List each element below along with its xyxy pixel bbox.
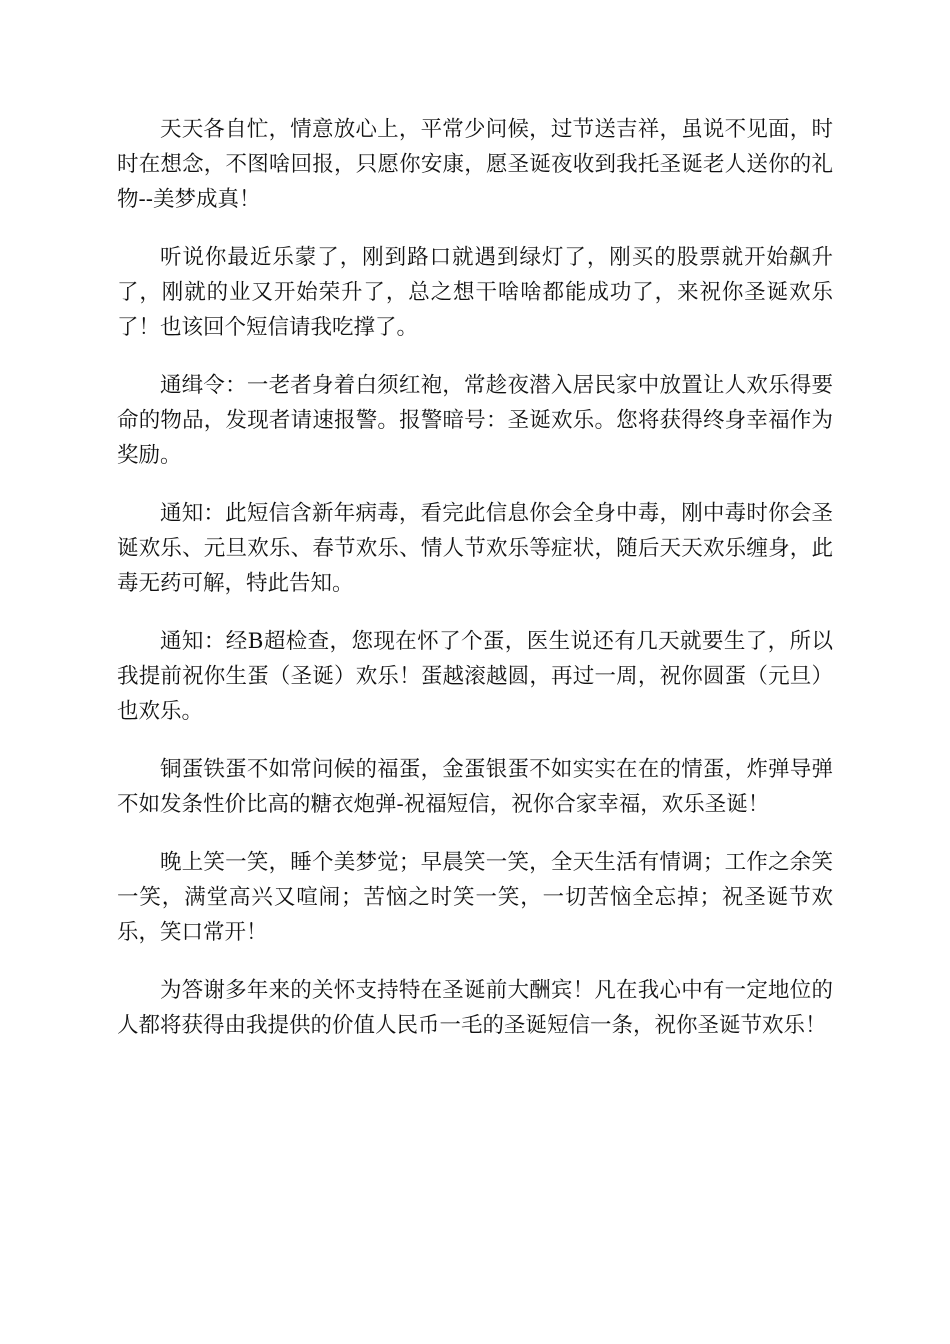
paragraph-8: 为答谢多年来的关怀支持特在圣诞前大酬宾！凡在我心中有一定地位的人都将获得由我提供的价值人民币一毛的圣诞短信一条，祝你圣诞节欢乐！ xyxy=(117,978,833,1038)
paragraph-5: 通知：经B超检查，您现在怀了个蛋，医生说还有几天就要生了，所以我提前祝你生蛋（圣诞）欢乐！蛋越滚越圆，再过一周，祝你圆蛋（元旦）也欢乐。 xyxy=(117,629,833,724)
paragraph-4: 通知：此短信含新年病毒，看完此信息你会全身中毒，刚中毒时你会圣诞欢乐、元旦欢乐、春节欢乐、情人节欢乐等症状，随后天天欢乐缠身，此毒无药可解，特此告知。 xyxy=(117,501,833,596)
document-body xyxy=(117,112,833,1066)
paragraph-7: 晚上笑一笑，睡个美梦觉；早晨笑一笑，全天生活有情调；工作之余笑一笑，满堂高兴又喧闹；苦恼之时笑一笑，一切苦恼全忘掉；祝圣诞节欢乐，笑口常开！ xyxy=(117,850,833,945)
paragraph-2: 听说你最近乐蒙了，刚到路口就遇到绿灯了，刚买的股票就开始飙升了，刚就的业又开始荣升了，总之想干啥啥都能成功了，来祝你圣诞欢乐了！也该回个短信请我吃撑了。 xyxy=(117,245,833,340)
paragraph-3: 通缉令：一老者身着白须红袍，常趁夜潜入居民家中放置让人欢乐得要命的物品，发现者请速报警。报警暗号：圣诞欢乐。您将获得终身幸福作为奖励。 xyxy=(117,373,833,468)
paragraph-1: 天天各自忙，情意放心上，平常少问候，过节送吉祥，虽说不见面，时时在想念，不图啥回报，只愿你安康，愿圣诞夜收到我托圣诞老人送你的礼物--美梦成真！ xyxy=(117,117,833,212)
paragraph-6: 铜蛋铁蛋不如常问候的福蛋，金蛋银蛋不如实实在在的情蛋，炸弹导弹不如发条性价比高的糖衣炮弹-祝福短信，祝你合家幸福，欢乐圣诞！ xyxy=(117,757,833,817)
